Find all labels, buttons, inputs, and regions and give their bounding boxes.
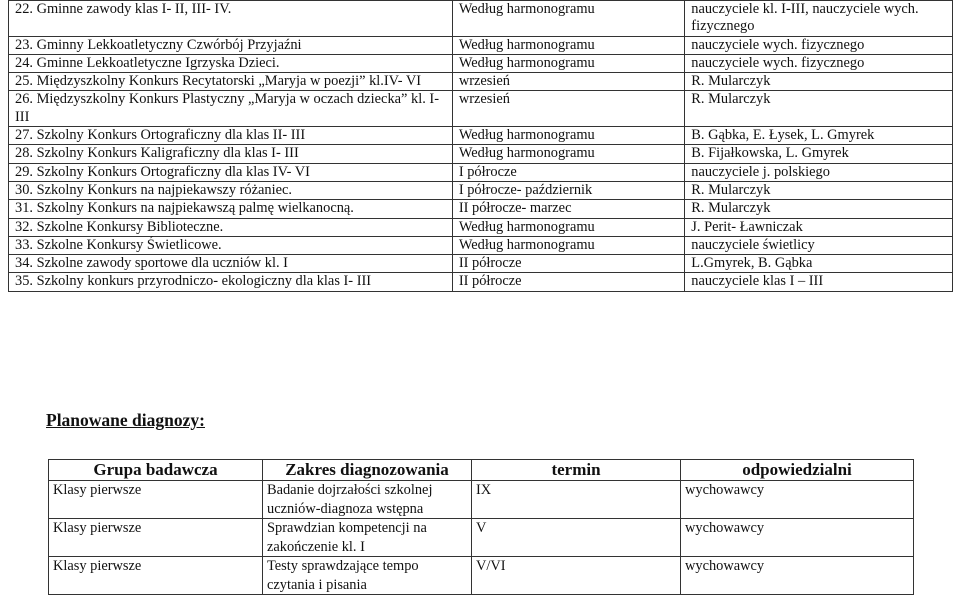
diagnoses-header-row: [49, 460, 914, 481]
event-responsible: nauczyciele wych. fizycznego: [685, 36, 953, 54]
event-responsible: J. Perit- Ławniczak: [685, 218, 953, 236]
diagnoses-title: Planowane diagnozy:: [46, 410, 205, 430]
events-table: [8, 0, 953, 292]
event-responsible: nauczyciele klas I – III: [685, 273, 953, 291]
event-when: I półrocze- październik: [452, 181, 684, 199]
event-when: II półrocze: [452, 255, 684, 273]
event-responsible: nauczyciele j. polskiego: [685, 163, 953, 181]
event-responsible: nauczyciele świetlicy: [685, 236, 953, 254]
event-label: 25. Międzyszkolny Konkurs Recytatorski „Maryja w poezji” kl.IV- VI: [9, 73, 453, 91]
event-row: [9, 255, 953, 273]
event-responsible: B. Fijałkowska, L. Gmyrek: [685, 145, 953, 163]
event-when: Według harmonogramu: [452, 36, 684, 54]
cell-scope: Testy sprawdzające tempo czytania i pisania: [263, 557, 472, 595]
event-label: 33. Szkolne Konkursy Świetlicowe.: [9, 236, 453, 254]
event-row: [9, 236, 953, 254]
event-label: 28. Szkolny Konkurs Kaligraficzny dla klas I- III: [9, 145, 453, 163]
event-label: 26. Międzyszkolny Konkurs Plastyczny „Maryja w oczach dziecka” kl. I- III: [9, 91, 453, 127]
event-when: II półrocze: [452, 273, 684, 291]
event-responsible: B. Gąbka, E. Łysek, L. Gmyrek: [685, 127, 953, 145]
event-responsible: R. Mularczyk: [685, 200, 953, 218]
event-row: [9, 1, 953, 37]
cell-group: Klasy pierwsze: [49, 481, 263, 519]
event-label: 24. Gminne Lekkoatletyczne Igrzyska Dzieci.: [9, 54, 453, 72]
event-when: I półrocze: [452, 163, 684, 181]
event-label: 32. Szkolne Konkursy Biblioteczne.: [9, 218, 453, 236]
cell-term: V/VI: [472, 557, 681, 595]
event-label: 23. Gminny Lekkoatletyczny Czwórbój Przyjaźni: [9, 36, 453, 54]
cell-responsible: wychowawcy: [681, 557, 914, 595]
diagnoses-table: [48, 459, 914, 595]
event-responsible: R. Mularczyk: [685, 181, 953, 199]
event-responsible: L.Gmyrek, B. Gąbka: [685, 255, 953, 273]
event-row: [9, 54, 953, 72]
event-when: Według harmonogramu: [452, 1, 684, 37]
event-label: 31. Szkolny Konkurs na najpiekawszą palmę wielkanocną.: [9, 200, 453, 218]
event-when: Według harmonogramu: [452, 236, 684, 254]
event-row: [9, 163, 953, 181]
event-row: [9, 181, 953, 199]
table-row: [49, 519, 914, 557]
cell-term: V: [472, 519, 681, 557]
event-row: [9, 218, 953, 236]
event-label: 29. Szkolny Konkurs Ortograficzny dla klas IV- VI: [9, 163, 453, 181]
header-group: Grupa badawcza: [49, 460, 263, 481]
header-responsible: odpowiedzialni: [681, 460, 914, 481]
event-label: 27. Szkolny Konkurs Ortograficzny dla klas II- III: [9, 127, 453, 145]
event-responsible: R. Mularczyk: [685, 91, 953, 127]
header-term: termin: [472, 460, 681, 481]
event-responsible: nauczyciele wych. fizycznego: [685, 54, 953, 72]
event-when: wrzesień: [452, 91, 684, 127]
event-label: 30. Szkolny Konkurs na najpiekawszy różaniec.: [9, 181, 453, 199]
event-responsible: nauczyciele kl. I-III, nauczyciele wych. fizycznego: [685, 1, 953, 37]
event-row: [9, 91, 953, 127]
cell-responsible: wychowawcy: [681, 481, 914, 519]
cell-responsible: wychowawcy: [681, 519, 914, 557]
event-label: 35. Szkolny konkurs przyrodniczo- ekologiczny dla klas I- III: [9, 273, 453, 291]
event-row: [9, 200, 953, 218]
event-when: Według harmonogramu: [452, 127, 684, 145]
cell-group: Klasy pierwsze: [49, 557, 263, 595]
event-label: 22. Gminne zawody klas I- II, III- IV.: [9, 1, 453, 37]
table-row: [49, 557, 914, 595]
event-responsible: R. Mularczyk: [685, 73, 953, 91]
event-when: wrzesień: [452, 73, 684, 91]
event-when: II półrocze- marzec: [452, 200, 684, 218]
cell-scope: Sprawdzian kompetencji na zakończenie kl. I: [263, 519, 472, 557]
cell-group: Klasy pierwsze: [49, 519, 263, 557]
cell-term: IX: [472, 481, 681, 519]
event-when: Według harmonogramu: [452, 54, 684, 72]
events-table-body: [9, 1, 953, 292]
event-row: [9, 273, 953, 291]
cell-scope: Badanie dojrzałości szkolnej uczniów-diagnoza wstępna: [263, 481, 472, 519]
event-row: [9, 127, 953, 145]
table-row: [49, 481, 914, 519]
header-scope: Zakres diagnozowania: [263, 460, 472, 481]
event-row: [9, 73, 953, 91]
event-row: [9, 145, 953, 163]
event-row: [9, 36, 953, 54]
event-label: 34. Szkolne zawody sportowe dla uczniów kl. I: [9, 255, 453, 273]
event-when: Według harmonogramu: [452, 145, 684, 163]
event-when: Według harmonogramu: [452, 218, 684, 236]
